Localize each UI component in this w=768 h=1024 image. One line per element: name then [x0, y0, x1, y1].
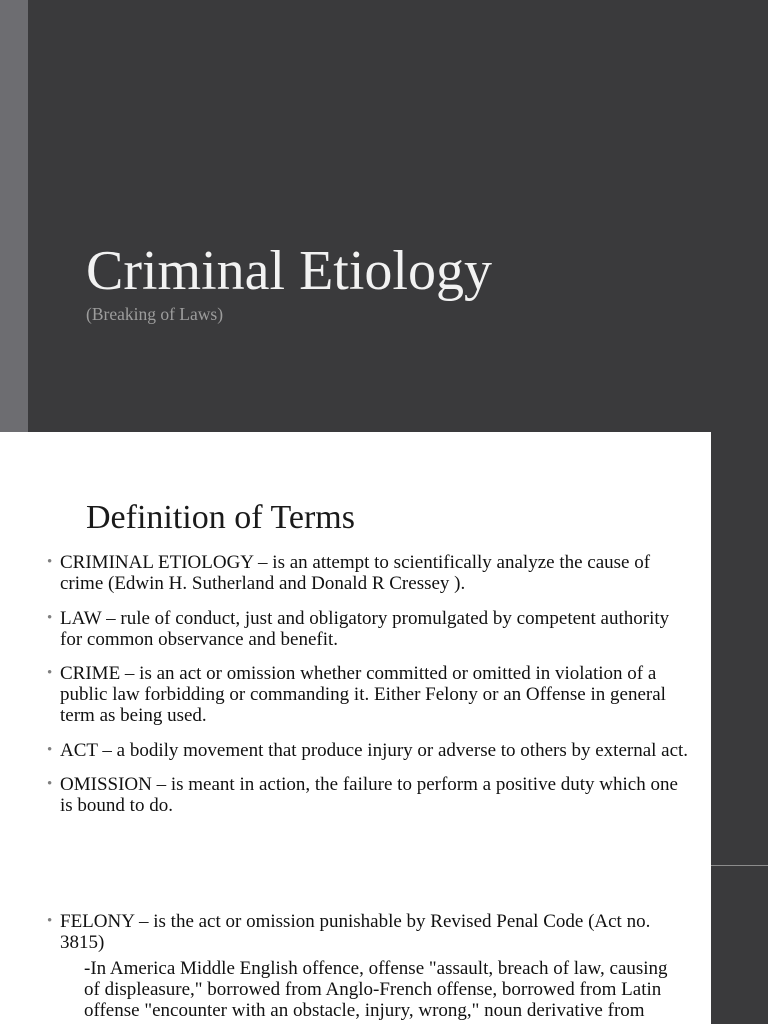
bullet-text-line: CRIMINAL ETIOLOGY – is an attempt to scientifically analyze the cause of: [60, 552, 651, 573]
sub-paragraph: [84, 958, 711, 1021]
title-slide: [0, 0, 768, 432]
slide-heading: Definition of Terms: [86, 498, 355, 536]
bullet-item-law: [0, 608, 711, 650]
bullet-text-line: OMISSION – is meant in action, the failure to perform a positive duty which one: [60, 774, 678, 795]
slide-subtitle: (Breaking of Laws): [86, 304, 224, 324]
bullet-item-crime: [0, 663, 711, 726]
bullet-text-line: ACT – a bodily movement that produce injury or adverse to others by external act.: [60, 739, 689, 761]
definitions-slide: [0, 432, 711, 865]
bullet-text-line: is bound to do.: [60, 795, 173, 816]
sub-paragraph-line: -In America Middle English offence, offense "assault, breach of law, causing: [84, 958, 668, 979]
sub-paragraph-line: of displeasure," borrowed from Anglo-French offense, borrowed from Latin: [84, 979, 662, 1000]
bullet-text-line: public law forbidding or commanding it. Either Felony or an Offense in general: [60, 684, 666, 705]
bullet-marker: •: [47, 554, 53, 570]
bullet-marker: •: [47, 609, 53, 626]
felony-slide: [0, 865, 711, 1024]
bullet-item-criminal-etiology: [0, 552, 711, 594]
slide-divider: [711, 865, 768, 866]
bullet-marker: •: [47, 665, 53, 681]
bullet-marker: •: [47, 913, 53, 929]
bullet-list: [0, 911, 711, 1024]
bullet-marker: •: [47, 776, 53, 792]
bullet-marker: •: [47, 741, 53, 758]
bullet-text-line: LAW – rule of conduct, just and obligatory promulgated by competent authority: [60, 607, 670, 629]
bullet-text-line: term as being used.: [60, 705, 207, 726]
bullet-text-line: FELONY – is the act or omission punishable by Revised Penal Code (Act no.: [60, 911, 651, 932]
bullet-text-line: CRIME – is an act or omission whether committed or omitted in violation of a: [60, 663, 657, 684]
bullet-text-line: 3815): [60, 932, 105, 953]
title-slide-accent-stripe: [0, 0, 28, 432]
bullet-list: [0, 552, 711, 830]
bullet-text-line: crime (Edwin H. Sutherland and Donald R Cressey ).: [60, 573, 466, 594]
slide-title: Criminal Etiology: [86, 240, 492, 302]
bullet-item-felony: [0, 911, 711, 1021]
sub-paragraph-line: offense "encounter with an obstacle, injury, wrong," noun derivative from: [84, 1000, 645, 1021]
bullet-item-omission: [0, 774, 711, 816]
bullet-item-act: [0, 740, 711, 761]
bullet-text-line: for common observance and benefit.: [60, 628, 339, 650]
